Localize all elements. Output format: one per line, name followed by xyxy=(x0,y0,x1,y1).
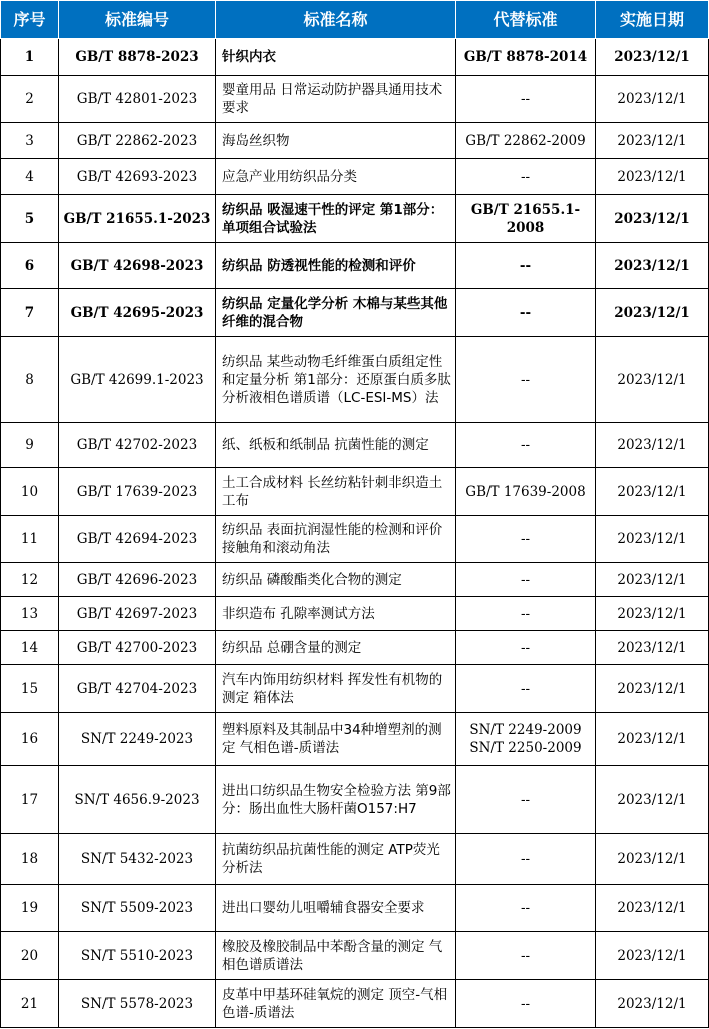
table-row xyxy=(1,766,709,834)
cell-code: SN/T 5509-2023 xyxy=(59,885,216,932)
cell-name: 应急产业用纺织品分类 xyxy=(216,159,456,195)
cell-no: 9 xyxy=(1,423,59,468)
cell-replaces: -- xyxy=(456,631,596,665)
cell-name: 纺织品 定量化学分析 木棉与某些其他纤维的混合物 xyxy=(216,289,456,337)
cell-name: 纸、纸板和纸制品 抗菌性能的测定 xyxy=(216,423,456,468)
cell-no: 6 xyxy=(1,243,59,289)
cell-replaces: -- xyxy=(456,980,596,1028)
cell-no: 8 xyxy=(1,337,59,423)
cell-date: 2023/12/1 xyxy=(596,468,709,516)
cell-code: GB/T 42695-2023 xyxy=(59,289,216,337)
cell-code: GB/T 21655.1-2023 xyxy=(59,195,216,243)
table-row xyxy=(1,468,709,516)
table-row xyxy=(1,423,709,468)
cell-date: 2023/12/1 xyxy=(596,563,709,597)
cell-date: 2023/12/1 xyxy=(596,885,709,932)
cell-name: 婴童用品 日常运动防护器具通用技术要求 xyxy=(216,76,456,123)
cell-name: 进出口纺织品生物安全检验方法 第9部分：肠出血性大肠杆菌O157:H7 xyxy=(216,766,456,834)
cell-code: GB/T 42700-2023 xyxy=(59,631,216,665)
cell-date: 2023/12/1 xyxy=(596,289,709,337)
cell-name: 针织内衣 xyxy=(216,39,456,76)
cell-name: 纺织品 表面抗润湿性能的检测和评价 接触角和滚动角法 xyxy=(216,516,456,563)
cell-date: 2023/12/1 xyxy=(596,159,709,195)
cell-no: 19 xyxy=(1,885,59,932)
cell-code: GB/T 22862-2023 xyxy=(59,123,216,159)
cell-no: 7 xyxy=(1,289,59,337)
table-row xyxy=(1,597,709,631)
table-row xyxy=(1,980,709,1028)
cell-name: 海岛丝织物 xyxy=(216,123,456,159)
table-row xyxy=(1,337,709,423)
cell-date: 2023/12/1 xyxy=(596,713,709,766)
cell-date: 2023/12/1 xyxy=(596,665,709,713)
cell-replaces: -- xyxy=(456,563,596,597)
cell-replaces: -- xyxy=(456,159,596,195)
cell-no: 15 xyxy=(1,665,59,713)
cell-replaces: -- xyxy=(456,337,596,423)
cell-replaces: -- xyxy=(456,665,596,713)
cell-code: GB/T 42698-2023 xyxy=(59,243,216,289)
cell-replaces: -- xyxy=(456,76,596,123)
table-row xyxy=(1,631,709,665)
cell-name: 纺织品 总硼含量的测定 xyxy=(216,631,456,665)
cell-name: 非织造布 孔隙率测试方法 xyxy=(216,597,456,631)
table-row xyxy=(1,713,709,766)
header-no: 序号 xyxy=(1,1,59,39)
cell-no: 3 xyxy=(1,123,59,159)
table-row xyxy=(1,123,709,159)
cell-replaces: -- xyxy=(456,423,596,468)
cell-code: GB/T 42704-2023 xyxy=(59,665,216,713)
cell-no: 18 xyxy=(1,834,59,885)
cell-code: GB/T 42801-2023 xyxy=(59,76,216,123)
cell-code: GB/T 42693-2023 xyxy=(59,159,216,195)
cell-replaces: -- xyxy=(456,885,596,932)
cell-date: 2023/12/1 xyxy=(596,516,709,563)
cell-no: 13 xyxy=(1,597,59,631)
cell-no: 21 xyxy=(1,980,59,1028)
table-row xyxy=(1,195,709,243)
table-row xyxy=(1,932,709,980)
cell-replaces: GB/T 21655.1-2008 xyxy=(456,195,596,243)
cell-replaces: -- xyxy=(456,932,596,980)
table-row xyxy=(1,665,709,713)
table-body xyxy=(1,39,709,1028)
cell-replaces: GB/T 17639-2008 xyxy=(456,468,596,516)
table-row xyxy=(1,289,709,337)
header-name: 标准名称 xyxy=(216,1,456,39)
cell-name: 纺织品 某些动物毛纤维蛋白质组定性和定量分析 第1部分：还原蛋白质多肽分析液相色谱质谱（LC-ESI-MS）法 xyxy=(216,337,456,423)
table-row xyxy=(1,834,709,885)
table-row xyxy=(1,243,709,289)
cell-date: 2023/12/1 xyxy=(596,932,709,980)
cell-replaces: -- xyxy=(456,516,596,563)
cell-replaces: GB/T 22862-2009 xyxy=(456,123,596,159)
cell-no: 14 xyxy=(1,631,59,665)
cell-name: 塑料原料及其制品中34种增塑剂的测定 气相色谱-质谱法 xyxy=(216,713,456,766)
cell-no: 1 xyxy=(1,39,59,76)
header-code: 标准编号 xyxy=(59,1,216,39)
cell-no: 12 xyxy=(1,563,59,597)
cell-code: SN/T 5432-2023 xyxy=(59,834,216,885)
cell-date: 2023/12/1 xyxy=(596,337,709,423)
cell-replaces: -- xyxy=(456,289,596,337)
table-row xyxy=(1,563,709,597)
cell-code: GB/T 17639-2023 xyxy=(59,468,216,516)
cell-no: 17 xyxy=(1,766,59,834)
cell-code: SN/T 5510-2023 xyxy=(59,932,216,980)
cell-no: 11 xyxy=(1,516,59,563)
cell-name: 抗菌纺织品抗菌性能的测定 ATP荧光分析法 xyxy=(216,834,456,885)
cell-date: 2023/12/1 xyxy=(596,195,709,243)
cell-code: GB/T 8878-2023 xyxy=(59,39,216,76)
cell-date: 2023/12/1 xyxy=(596,766,709,834)
cell-date: 2023/12/1 xyxy=(596,423,709,468)
cell-name: 土工合成材料 长丝纺粘针刺非织造土工布 xyxy=(216,468,456,516)
cell-date: 2023/12/1 xyxy=(596,980,709,1028)
cell-name: 纺织品 防透视性能的检测和评价 xyxy=(216,243,456,289)
cell-replaces: -- xyxy=(456,597,596,631)
cell-no: 16 xyxy=(1,713,59,766)
cell-no: 10 xyxy=(1,468,59,516)
table-row xyxy=(1,76,709,123)
cell-no: 20 xyxy=(1,932,59,980)
cell-date: 2023/12/1 xyxy=(596,123,709,159)
cell-date: 2023/12/1 xyxy=(596,597,709,631)
cell-no: 4 xyxy=(1,159,59,195)
cell-replaces: -- xyxy=(456,834,596,885)
table-row xyxy=(1,516,709,563)
cell-replaces: -- xyxy=(456,243,596,289)
table-row xyxy=(1,885,709,932)
cell-replaces: GB/T 8878-2014 xyxy=(456,39,596,76)
cell-code: SN/T 5578-2023 xyxy=(59,980,216,1028)
cell-code: SN/T 4656.9-2023 xyxy=(59,766,216,834)
cell-date: 2023/12/1 xyxy=(596,243,709,289)
cell-code: GB/T 42694-2023 xyxy=(59,516,216,563)
table-row xyxy=(1,159,709,195)
cell-code: GB/T 42702-2023 xyxy=(59,423,216,468)
cell-name: 纺织品 磷酸酯类化合物的测定 xyxy=(216,563,456,597)
cell-name: 进出口婴幼儿咀嚼辅食器安全要求 xyxy=(216,885,456,932)
header-replaces: 代替标准 xyxy=(456,1,596,39)
cell-name: 皮革中甲基环硅氧烷的测定 顶空-气相色谱-质谱法 xyxy=(216,980,456,1028)
cell-date: 2023/12/1 xyxy=(596,631,709,665)
cell-no: 2 xyxy=(1,76,59,123)
header-date: 实施日期 xyxy=(596,1,709,39)
header-row xyxy=(1,1,709,39)
cell-code: GB/T 42696-2023 xyxy=(59,563,216,597)
cell-code: GB/T 42697-2023 xyxy=(59,597,216,631)
cell-no: 5 xyxy=(1,195,59,243)
cell-name: 汽车内饰用纺织材料 挥发性有机物的测定 箱体法 xyxy=(216,665,456,713)
cell-date: 2023/12/1 xyxy=(596,39,709,76)
cell-code: GB/T 42699.1-2023 xyxy=(59,337,216,423)
cell-replaces: -- xyxy=(456,766,596,834)
cell-date: 2023/12/1 xyxy=(596,76,709,123)
cell-code: SN/T 2249-2023 xyxy=(59,713,216,766)
cell-replaces: SN/T 2249-2009 SN/T 2250-2009 xyxy=(456,713,596,766)
table-row xyxy=(1,39,709,76)
cell-date: 2023/12/1 xyxy=(596,834,709,885)
cell-name: 纺织品 吸湿速干性的评定 第1部分：单项组合试验法 xyxy=(216,195,456,243)
cell-name: 橡胶及橡胶制品中苯酚含量的测定 气相色谱质谱法 xyxy=(216,932,456,980)
